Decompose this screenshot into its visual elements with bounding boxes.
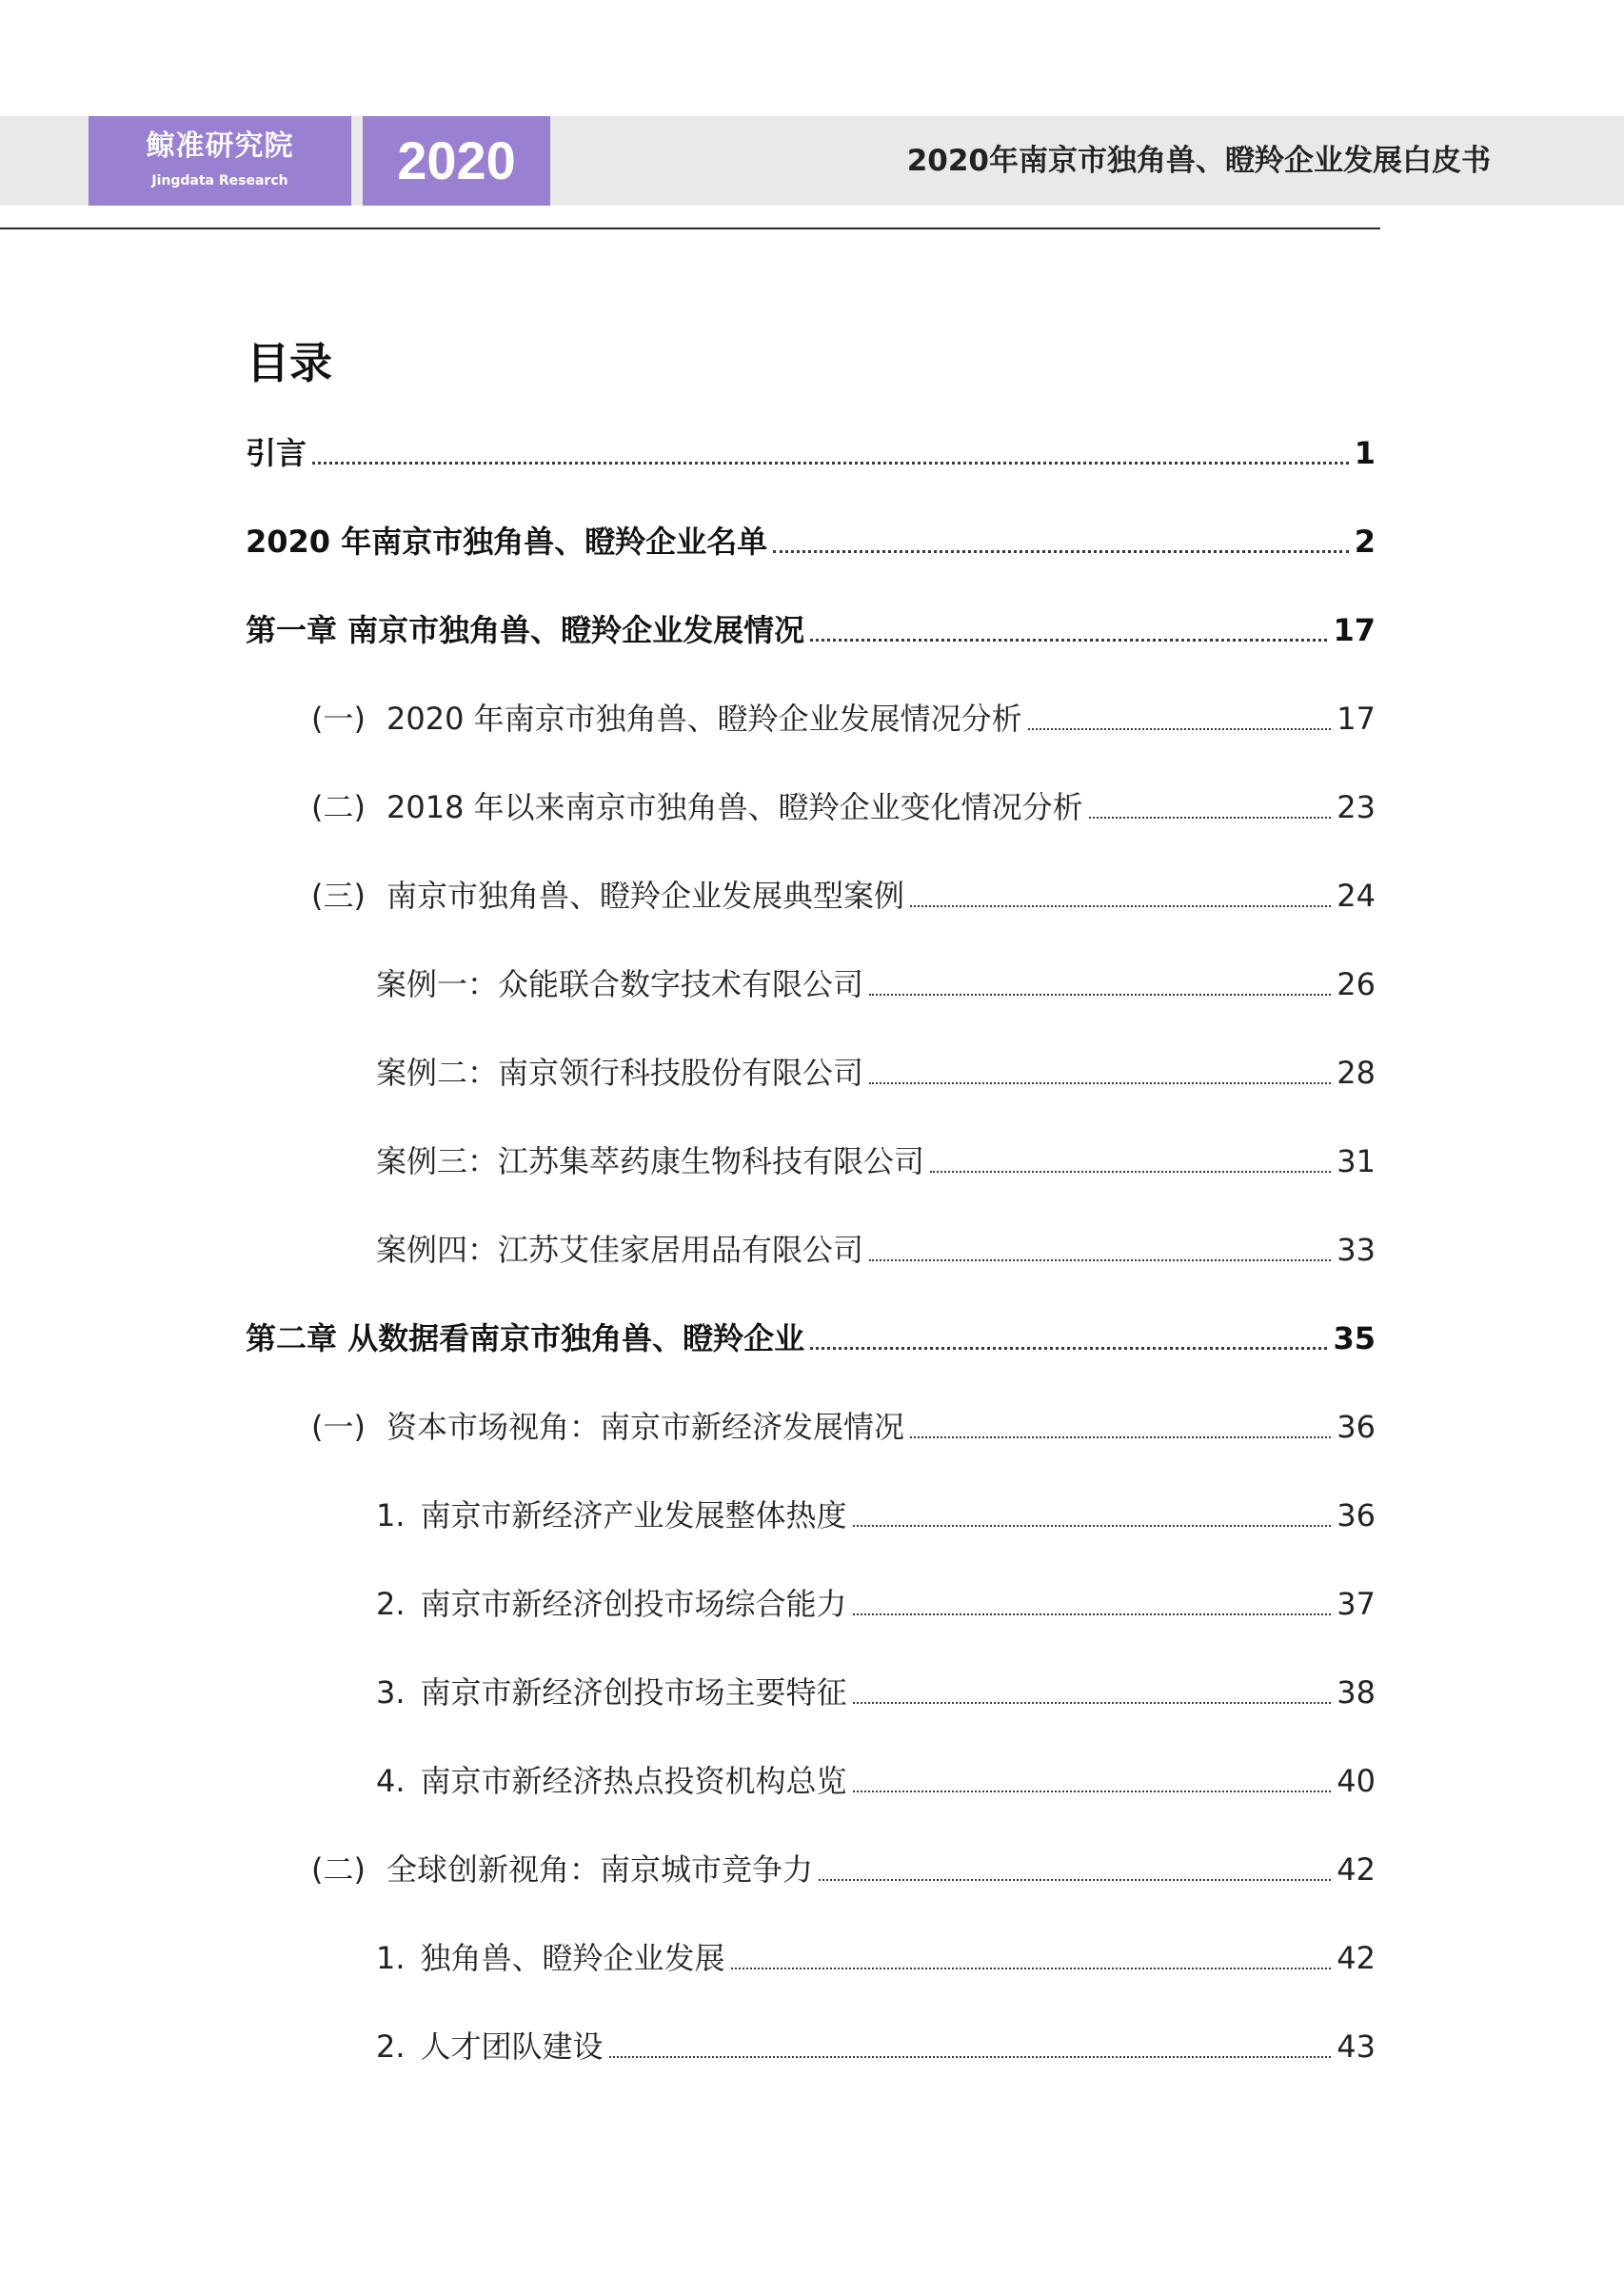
toc-entry-section-2-1-4[interactable] [376,1758,1376,1804]
toc-heading: 目录 [247,338,333,388]
toc-entry-page: 35 [1333,1320,1376,1356]
toc-entry-title: 引言 [246,435,307,471]
toc-entry-page: 1 [1354,435,1376,471]
dot-leader [1089,817,1332,819]
toc-entry-section-2-1-2[interactable] [376,1581,1376,1627]
toc-entry-title: 南京市新经济创投市场主要特征 [420,1674,847,1711]
dot-leader [609,2056,1332,2058]
toc-entry-page: 33 [1337,1232,1376,1268]
toc-entry-chapter-2[interactable] [246,1316,1376,1361]
toc-entry-company-list[interactable] [246,519,1376,564]
toc-entry-title: 第二章 从数据看南京市独角兽、瞪羚企业 [246,1320,805,1356]
toc-entry-title: 第一章 南京市独角兽、瞪羚企业发展情况 [246,612,805,648]
toc-entry-case-3[interactable] [376,1138,1376,1184]
toc-entry-number: 1. [376,1940,406,1976]
toc-entry-page: 26 [1337,966,1376,1002]
dot-leader [853,1525,1332,1527]
toc-entry-section-2-1[interactable] [311,1404,1376,1450]
toc-entry-page: 17 [1333,612,1376,648]
toc-entry-section-2-2-2[interactable] [376,2024,1376,2069]
toc-entry-page: 31 [1337,1143,1376,1179]
logo-chinese-name: 鲸准研究院 [146,129,294,163]
toc-entry-number: 2. [376,2028,406,2065]
dot-leader [869,1082,1331,1084]
dot-leader [853,1613,1332,1615]
toc-entry-number: 4. [376,1763,406,1799]
toc-entry-title: 2018 年以来南京市独角兽、瞪羚企业变化情况分析 [386,789,1083,825]
toc-entry-section-2-1-1[interactable] [376,1493,1376,1538]
toc-entry-page: 37 [1337,1586,1376,1622]
toc-entry-title: 南京市新经济创投市场综合能力 [420,1586,847,1622]
toc-entry-page: 28 [1337,1055,1376,1091]
toc-entry-page: 38 [1337,1674,1376,1711]
toc-entry-title: 人才团队建设 [420,2028,604,2065]
toc-entry-section-1-2[interactable] [311,784,1376,830]
toc-entry-section-2-1-3[interactable] [376,1670,1376,1715]
toc-entry-title: 案例二：南京领行科技股份有限公司 [376,1055,864,1091]
toc-entry-number: 2. [376,1586,406,1622]
toc-entry-section-2-2-1[interactable] [376,1935,1376,1981]
dot-leader [869,1259,1331,1261]
toc-entry-number: (二) [311,789,366,825]
dot-leader [731,1968,1332,1969]
dot-leader [810,1347,1327,1350]
toc-entry-title: 2020 年南京市独角兽、瞪羚企业发展情况分析 [386,701,1022,737]
document-title: 2020年南京市独角兽、瞪羚企业发展白皮书 [906,144,1491,178]
toc-entry-number: 3. [376,1674,406,1711]
toc-entry-title: 独角兽、瞪羚企业发展 [420,1940,725,1976]
year-badge: 2020 [363,116,550,206]
toc-entry-chapter-1[interactable] [246,607,1376,653]
toc-entry-title: 全球创新视角：南京城市竞争力 [386,1851,813,1888]
dot-leader [819,1879,1331,1881]
dot-leader [869,994,1331,996]
toc-entry-number: (三) [311,878,366,914]
toc-entry-page: 36 [1337,1497,1376,1533]
toc-entry-title: 南京市独角兽、瞪羚企业发展典型案例 [386,878,904,914]
toc-entry-title: 南京市新经济产业发展整体热度 [420,1497,847,1533]
toc-entry-number: 1. [376,1497,406,1533]
dot-leader [930,1171,1331,1173]
toc-entry-title: 资本市场视角：南京市新经济发展情况 [386,1409,904,1445]
toc-entry-number: (一) [311,701,366,737]
toc-entry-page: 40 [1337,1763,1376,1799]
dot-leader [910,905,1331,907]
dot-leader [853,1790,1332,1792]
dot-leader [853,1702,1332,1704]
toc-entry-page: 23 [1337,789,1376,825]
toc-entry-section-1-3[interactable] [311,873,1376,919]
toc-entry-page: 42 [1337,1851,1376,1888]
toc-entry-title: 案例一：众能联合数字技术有限公司 [376,966,864,1002]
dot-leader [1028,728,1332,730]
toc-entry-title: 案例四：江苏艾佳家居用品有限公司 [376,1232,864,1268]
toc-entry-page: 43 [1337,2028,1376,2065]
logo-english-name: Jingdata Research [151,173,288,188]
toc-entry-case-4[interactable] [376,1227,1376,1273]
toc-entry-case-2[interactable] [376,1050,1376,1096]
toc-entry-page: 36 [1337,1409,1376,1445]
toc-entry-title: 2020 年南京市独角兽、瞪羚企业名单 [246,524,768,560]
toc-entry-section-2-2[interactable] [311,1847,1376,1892]
toc-entry-page: 24 [1337,878,1376,914]
toc-entry-number: (一) [311,1409,366,1445]
dot-leader [773,550,1349,553]
toc-entry-page: 2 [1354,524,1376,560]
dot-leader [312,462,1349,465]
toc-entry-section-1-1[interactable] [311,696,1376,742]
toc-entry-case-1[interactable] [376,961,1376,1007]
toc-entry-title: 南京市新经济热点投资机构总览 [420,1763,847,1799]
toc-entry-page: 42 [1337,1940,1376,1976]
toc-entry-page: 17 [1337,701,1376,737]
dot-leader [910,1436,1331,1438]
dot-leader [810,639,1327,642]
toc-entry-title: 案例三：江苏集萃药康生物科技有限公司 [376,1143,925,1179]
toc-entry-intro[interactable] [246,430,1376,476]
toc-entry-number: (二) [311,1851,366,1888]
